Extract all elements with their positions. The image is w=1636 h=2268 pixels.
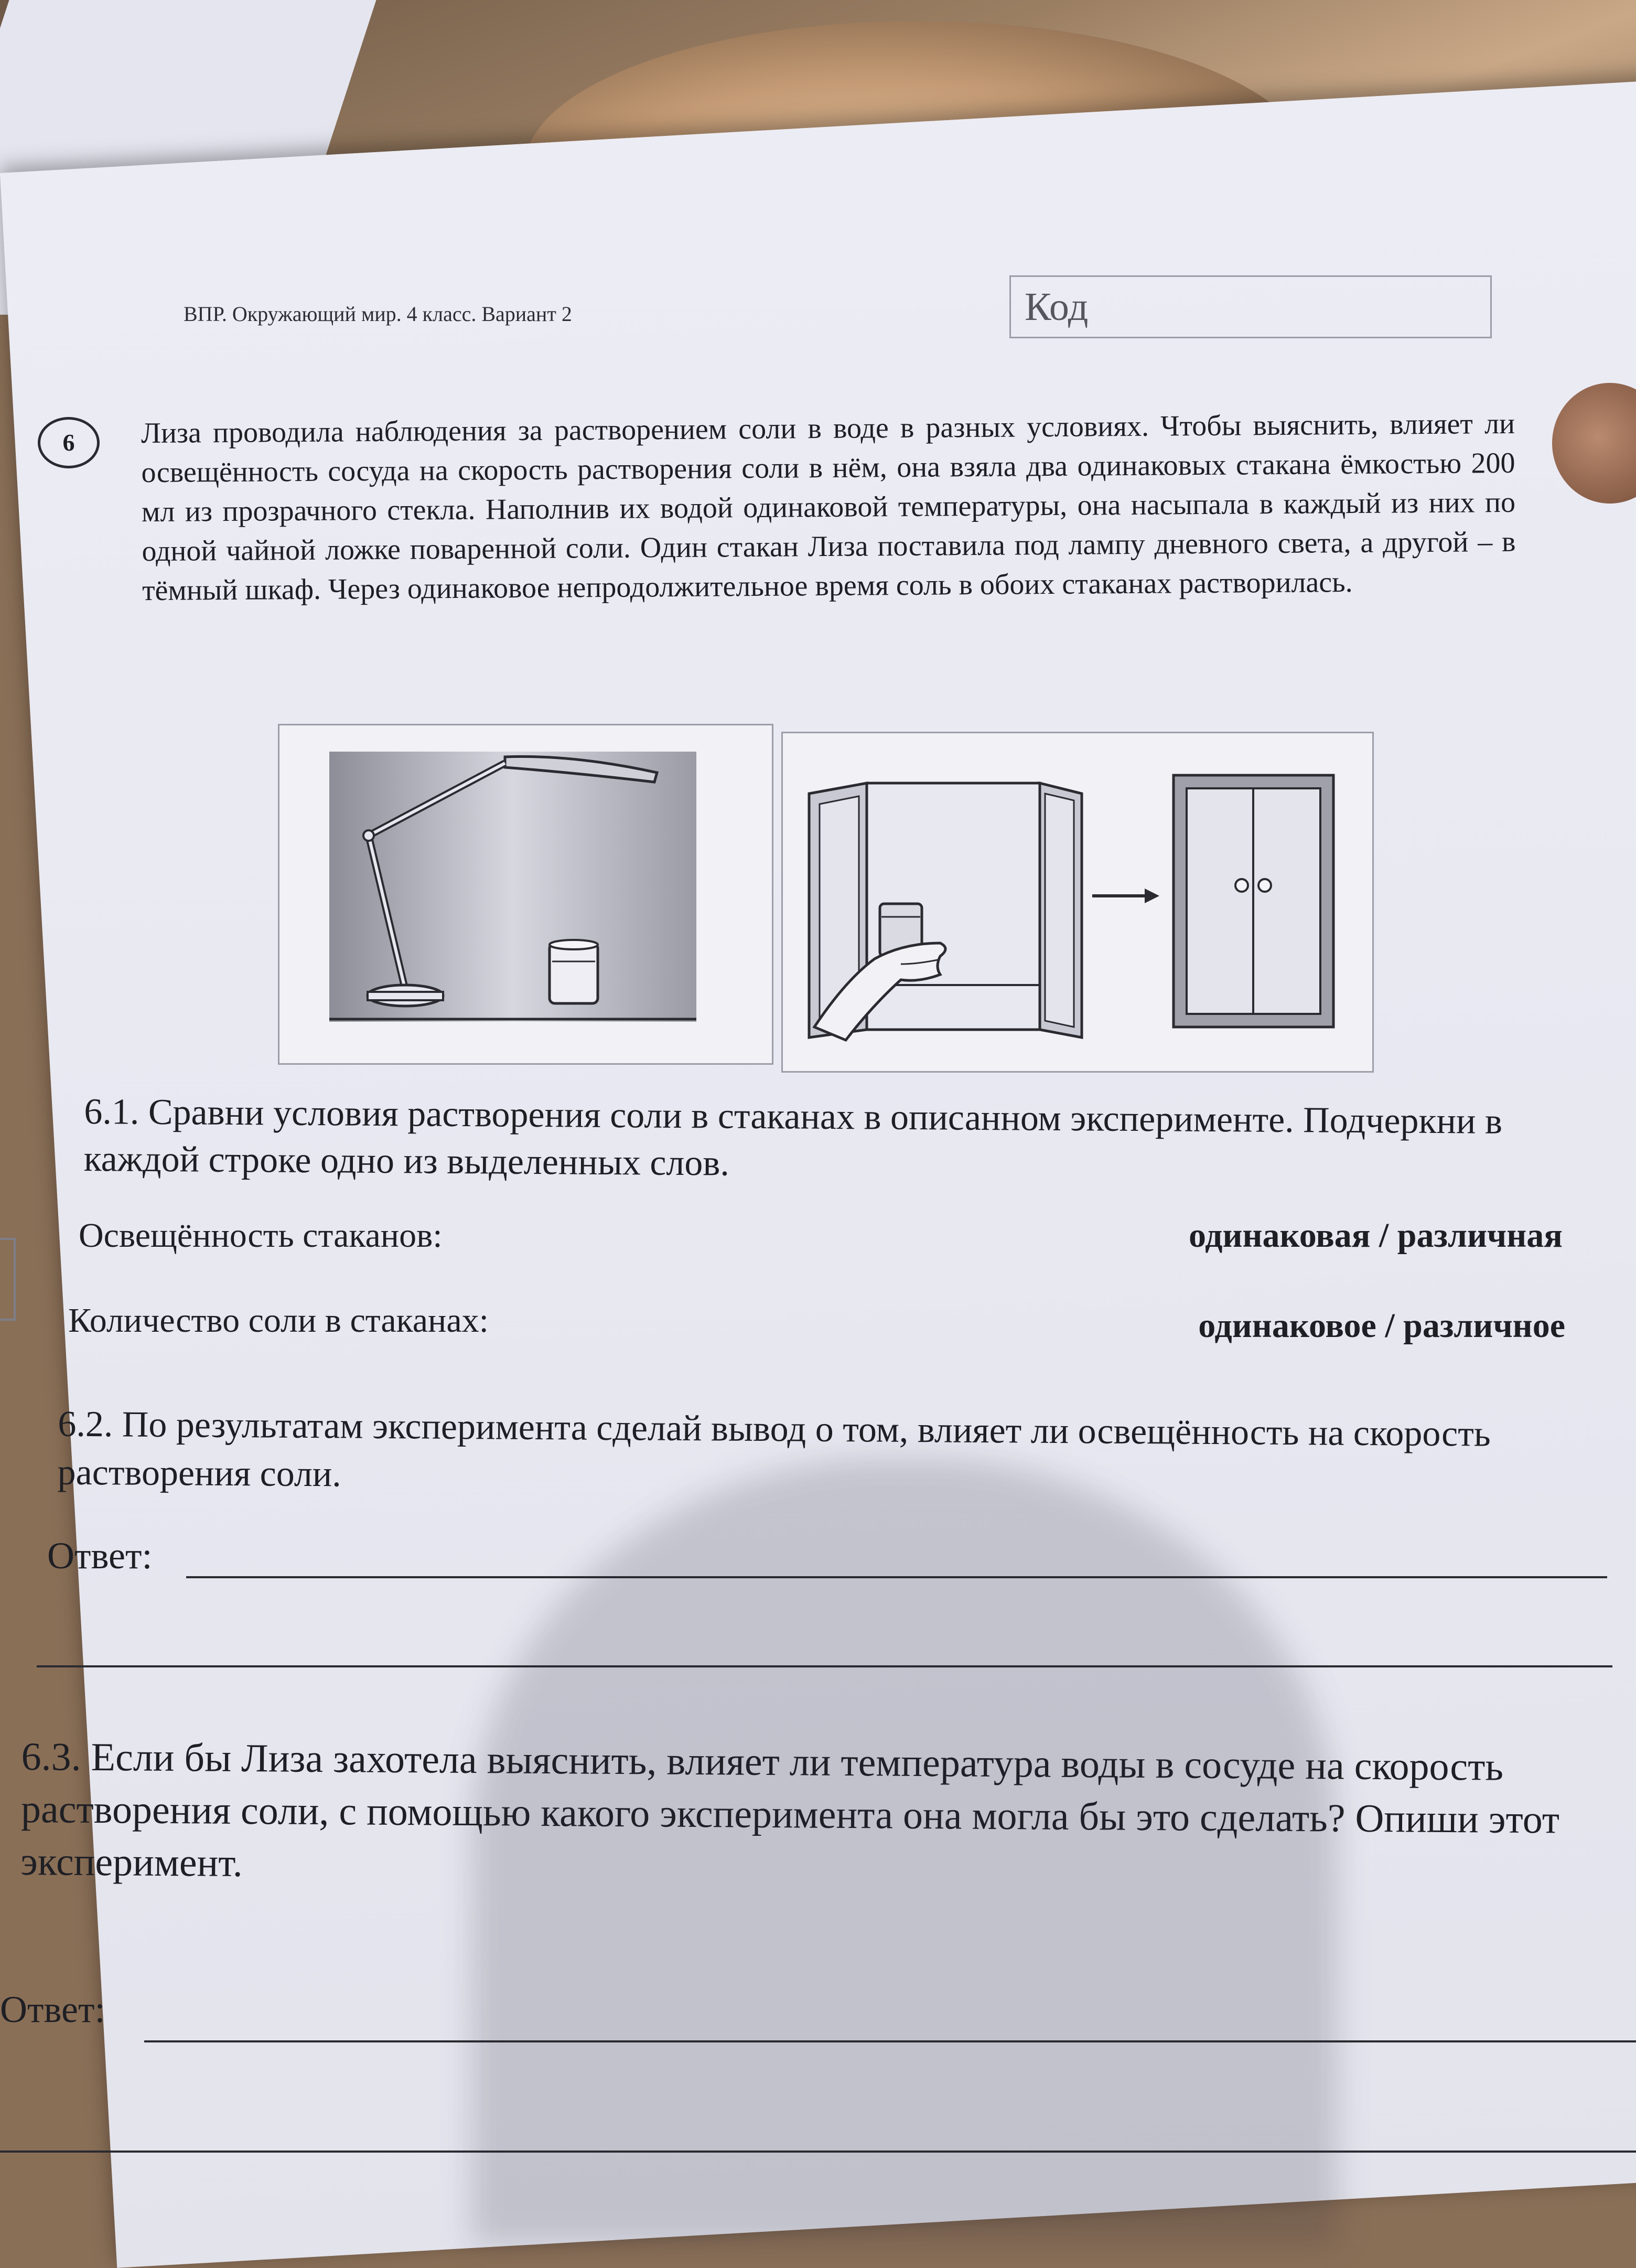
- phone-shadow: [472, 1458, 1337, 2245]
- page-header: ВПР. Окружающий мир. 4 класс. Вариант 2: [184, 302, 572, 326]
- glass-icon: [550, 940, 598, 1003]
- question-6-2: 6.2. По результатам эксперимента сделай вывод о том, влияет ли освещённость на скорость растворения соли.: [57, 1404, 1491, 1495]
- answer-6-2-label: Ответ:: [47, 1535, 153, 1577]
- experiment-figure: [278, 724, 1379, 1070]
- code-field[interactable]: [1009, 275, 1492, 338]
- question-6-1: 6.1. Сравни условия растворения соли в стаканах в описанном эксперименте. Подчеркни в каждой строке одно из выделенных слов.: [83, 1092, 1503, 1184]
- row-illumination-options[interactable]: одинаковая / различная: [1189, 1216, 1563, 1255]
- task-intro-text: Лиза проводила наблюдения за растворением соли в воде в разных условиях. Чтобы выяснить, влияет ли освещённость сосуда на скорость растворения соли в нём, она взяла два одинаковых стакана ёмкостью 200 мл из прозрачного стекла. Наполнив их водой одинаковой температуры, она насыпала в каждый из них по одной чайной ложке поваренной соли. Один стакан Лиза поставила под лампу дневного света, а другой – в тёмный шкаф. Через одинаковое непродолжительное время соль в обоих стаканах растворилась.: [141, 407, 1516, 607]
- cabinet-panel: [781, 732, 1374, 1073]
- margin-box: [0, 1238, 16, 1321]
- closed-cabinet-icon: [1174, 775, 1333, 1027]
- lamp-panel: [278, 724, 773, 1065]
- arrow-right-icon: [1092, 889, 1159, 903]
- question-6-3: 6.3. Если бы Лиза захотела выяснить, влияет ли температура воды в сосуде на скорость растворения соли, с помощью какого эксперимента она могла бы это сделать? Опиши этот эксперимент.: [20, 1735, 1560, 1885]
- code-label: Код: [1025, 285, 1089, 329]
- task-number-badge: 6: [38, 417, 100, 468]
- row-salt-options[interactable]: одинаковое / различное: [1198, 1307, 1565, 1345]
- row-salt-label: Количество соли в стаканах:: [68, 1301, 489, 1340]
- row-illumination-label: Освещённость стаканов:: [79, 1216, 443, 1255]
- answer-6-3-label: Ответ:: [0, 1988, 105, 2030]
